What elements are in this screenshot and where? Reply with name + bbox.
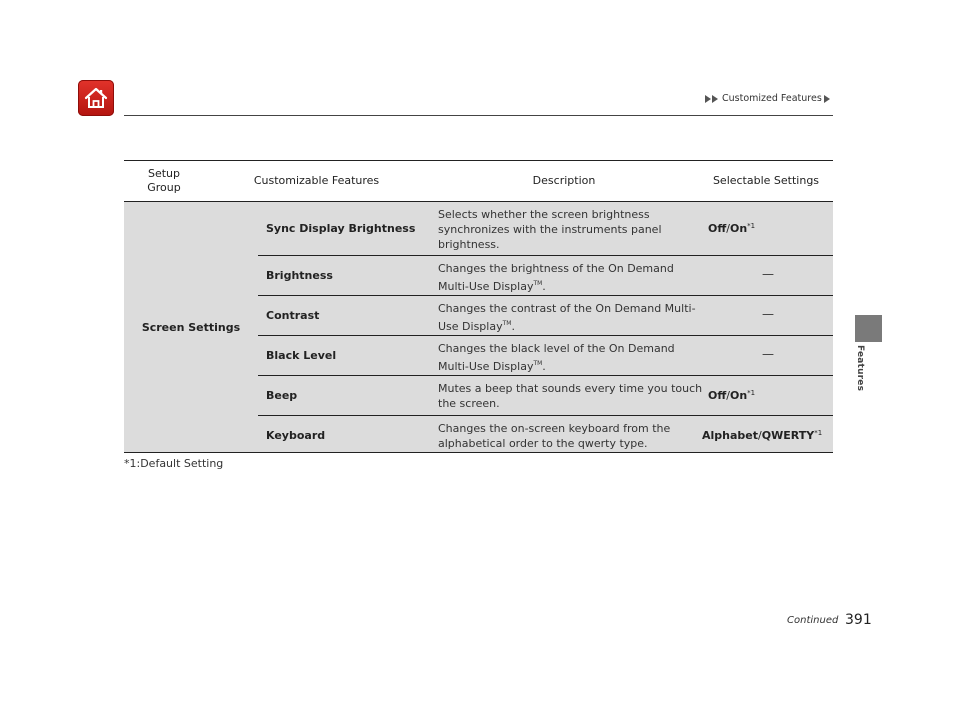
page-number: 391 xyxy=(845,612,872,628)
triangle-right-icon xyxy=(824,95,830,103)
column-header-description: Description xyxy=(532,174,596,187)
settings-table xyxy=(124,160,833,453)
table-row xyxy=(258,416,833,455)
feature-description: Changes the brightness of the On Demand Multi-Use Display™. xyxy=(438,262,674,293)
table-row xyxy=(258,296,833,336)
triangle-right-icon xyxy=(705,95,711,103)
feature-description: Changes the on-screen keyboard from the alphabetical order to the qwerty type. xyxy=(438,422,671,450)
feature-description: Changes the contrast of the On Demand Multi-Use Display™. xyxy=(438,302,696,333)
feature-name: Brightness xyxy=(266,269,333,282)
feature-name: Keyboard xyxy=(266,429,326,442)
continued-label: Continued xyxy=(787,615,839,626)
footnote: *1:Default Setting xyxy=(124,457,224,470)
selectable-settings: Off/On$^{*1}$ xyxy=(708,389,756,402)
feature-name: Sync Display Brightness xyxy=(266,222,416,235)
selectable-settings: Alphabet/QWERTY$^{*1}$ xyxy=(702,429,823,442)
table-row xyxy=(258,202,833,256)
table-body xyxy=(124,202,833,453)
feature-description: Selects whether the screen brightness synchronizes with the instruments panel brightness. xyxy=(438,208,662,251)
column-header-setup-group: Setup Group xyxy=(147,167,181,194)
table-row xyxy=(258,376,833,416)
table-header xyxy=(124,160,833,202)
table-row xyxy=(258,256,833,296)
selectable-settings: Off/On$^{*1}$ xyxy=(708,222,756,235)
home-icon xyxy=(83,86,109,110)
selectable-settings: — xyxy=(762,347,774,361)
selectable-settings: — xyxy=(762,267,774,281)
section-tab-marker xyxy=(855,315,882,342)
feature-description: Changes the black level of the On Demand Multi-Use Display™. xyxy=(438,342,675,373)
breadcrumb[interactable] xyxy=(705,93,831,104)
breadcrumb-label: Customized Features xyxy=(722,93,822,104)
table-row xyxy=(258,336,833,376)
column-header-customizable-features: Customizable Features xyxy=(253,174,380,187)
section-tab-label: Features xyxy=(855,345,865,392)
feature-name: Beep xyxy=(266,389,298,402)
header-divider xyxy=(124,115,833,116)
triangle-right-icon xyxy=(712,95,718,103)
feature-name: Contrast xyxy=(266,309,320,322)
group-cell: Screen Settings xyxy=(141,320,241,334)
selectable-settings: — xyxy=(762,307,774,321)
column-header-selectable-settings: Selectable Settings xyxy=(712,174,820,187)
feature-name: Black Level xyxy=(266,349,337,362)
home-button[interactable] xyxy=(78,80,114,116)
feature-description: Mutes a beep that sounds every time you touch the screen. xyxy=(438,382,703,410)
